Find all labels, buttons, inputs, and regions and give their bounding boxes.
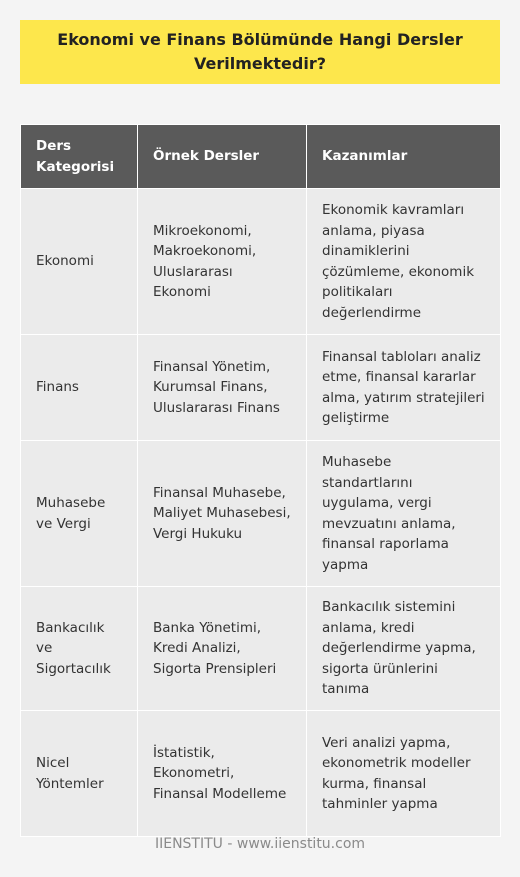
category-cell: Muhasebe ve Vergi: [21, 441, 138, 587]
category-cell: Bankacılık ve Sigortacılık: [21, 587, 138, 711]
table-row: [21, 587, 501, 711]
courses-cell: Finansal Yönetim, Kurumsal Finans, Uluslararası Finans: [138, 335, 307, 441]
column-header-category: Ders Kategorisi: [21, 125, 138, 189]
table-row: [21, 189, 501, 335]
courses-table: [20, 124, 501, 837]
category-cell: Nicel Yöntemler: [21, 711, 138, 837]
courses-cell: Banka Yönetimi, Kredi Analizi, Sigorta Prensipleri: [138, 587, 307, 711]
page-title: Ekonomi ve Finans Bölümünde Hangi Dersler Verilmektedir?: [57, 30, 463, 73]
footer-credit: IIENSTITU - www.iienstitu.com: [154, 836, 366, 852]
courses-cell: Finansal Muhasebe, Maliyet Muhasebesi, Vergi Hukuku: [138, 441, 307, 587]
table-row: [21, 711, 501, 837]
category-cell: Finans: [21, 335, 138, 441]
outcomes-cell: Bankacılık sistemini anlama, kredi değerlendirme yapma, sigorta ürünlerini tanıma: [307, 587, 501, 711]
outcomes-cell: Finansal tabloları analiz etme, finansal kararlar alma, yatırım stratejileri geliştirme: [307, 335, 501, 441]
title-banner: [20, 20, 500, 84]
column-header-outcomes: Kazanımlar: [307, 125, 501, 189]
category-cell: Ekonomi: [21, 189, 138, 335]
table-row: [21, 335, 501, 441]
outcomes-cell: Veri analizi yapma, ekonometrik modeller kurma, finansal tahminler yapma: [307, 711, 501, 837]
outcomes-cell: Muhasebe standartlarını uygulama, vergi mevzuatını anlama, finansal raporlama yapma: [307, 441, 501, 587]
table-row: [21, 441, 501, 587]
courses-cell: Mikroekonomi, Makroekonomi, Uluslararası Ekonomi: [138, 189, 307, 335]
table-header-row: [21, 125, 501, 189]
column-header-courses: Örnek Dersler: [138, 125, 307, 189]
courses-cell: İstatistik, Ekonometri, Finansal Modelleme: [138, 711, 307, 837]
outcomes-cell: Ekonomik kavramları anlama, piyasa dinamiklerini çözümleme, ekonomik politikaları değerlendirme: [307, 189, 501, 335]
